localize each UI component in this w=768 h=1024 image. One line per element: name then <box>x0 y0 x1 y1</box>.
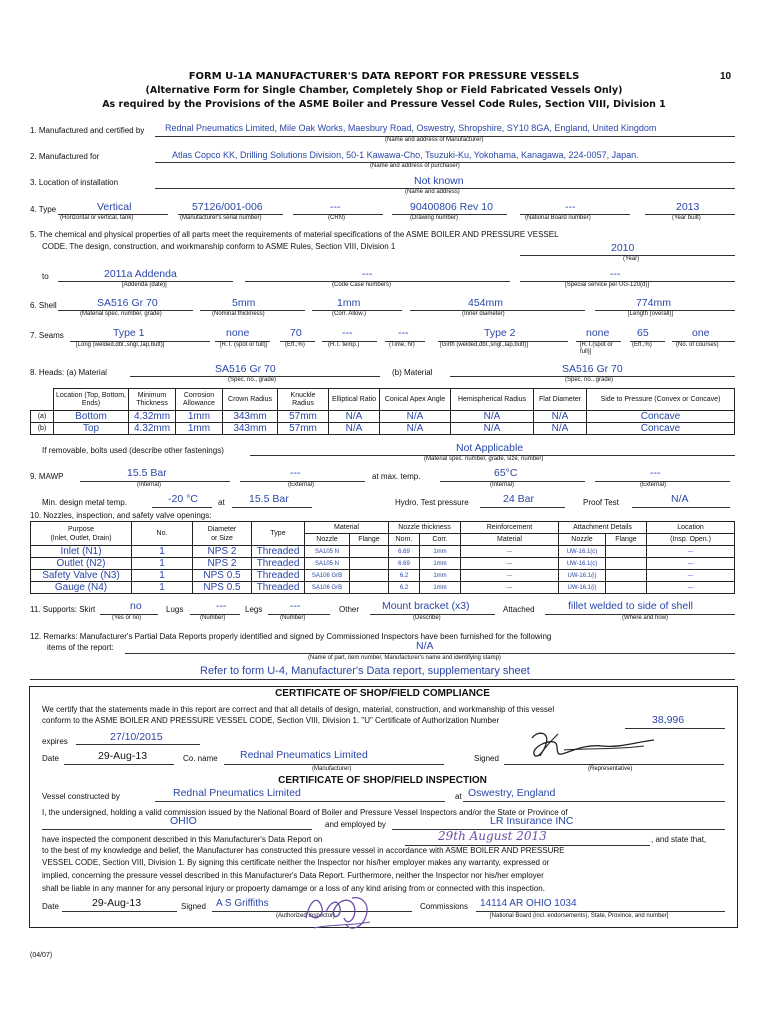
nozzle-cell <box>606 582 647 594</box>
nozzle-cell: Threaded <box>252 582 305 594</box>
cert1-caption-mfr: (Manufacturer) <box>312 766 352 772</box>
nozzle-cell: SA105 N <box>305 558 350 570</box>
nozzle-cell: --- <box>647 582 735 594</box>
nozzle-header-diameter-2: or Size <box>211 534 233 542</box>
heads-row-label: (a) <box>31 411 54 423</box>
table-row <box>31 570 735 582</box>
heads-header-elliptical: Elliptical Ratio <box>329 389 380 411</box>
nozzle-cell <box>606 570 647 582</box>
table-row <box>31 558 735 570</box>
l3-caption: (Name and address) <box>405 189 460 195</box>
mdmt-label: Min. design metal temp. <box>42 498 127 507</box>
heads-header-flat: Flat Diameter <box>534 389 587 411</box>
l4-caption-crn: (CRN) <box>328 215 345 221</box>
remarks-value: N/A <box>416 640 434 652</box>
cert2-text1: I, the undersigned, holding a valid commission issued by the National Board of Boiler and Pressure Vessel Inspectors and/or the State or Province of <box>42 808 568 817</box>
l12-text1: 12. Remarks: Manufacturer's Partial Data Reports properly identified and signed by Commissioned Inspectors have been furnished for the following <box>30 632 552 641</box>
nozzle-cell: 1 <box>132 546 193 558</box>
nozzle-cell: 1 <box>132 570 193 582</box>
heads-cell: Concave <box>587 423 735 435</box>
heads-header-conical: Conical Apex Angle <box>380 389 451 411</box>
shell-length-value: 774mm <box>636 297 672 309</box>
shell-material-value: SA516 Gr 70 <box>97 297 158 309</box>
cert1-text1: We certify that the statements made in this report are correct and that all details of design, material, construction, and workmanship of this vessel <box>42 705 555 714</box>
cert1-date-label: Date <box>42 754 59 763</box>
heads-header-crown: Crown Radius <box>223 389 278 411</box>
heads-header-side: Side to Pressure (Convex or Concave) <box>587 389 735 411</box>
nozzle-cell: NPS 0.5 <box>193 582 252 594</box>
nozzle-cell: 6.2 <box>389 582 420 594</box>
nozzle-header-location-2: (Insp. Open.) <box>647 534 735 546</box>
l7-caption-long: [Long (welded,dbl.,sngl.,lap,butt)] <box>76 342 165 348</box>
l5-caption-addenda: [Addenda (date)] <box>122 282 167 288</box>
nozzle-cell: UW-16.1(c) <box>559 546 606 558</box>
nozzle-cell <box>350 570 389 582</box>
heads-cell: 343mm <box>223 411 278 423</box>
heads-header-thickness: Minimum Thickness <box>129 389 176 411</box>
attached-value: fillet welded to side of shell <box>568 600 693 612</box>
heads-cell: N/A <box>451 411 534 423</box>
l11-caption-lugs: (Number) <box>200 615 226 621</box>
page-number: 10 <box>720 71 732 82</box>
form-subtitle: (Alternative Form for Single Chamber, Completely Shop or Field Fabricated Vessels Only) <box>145 85 623 96</box>
addenda-value: 2011a Addenda <box>104 268 177 280</box>
nozzle-header-att-nozzle: Nozzle <box>559 534 606 546</box>
location-value: Not known <box>414 175 464 187</box>
heads-cell: N/A <box>380 423 451 435</box>
nozzle-header-reinforcement: Reinforcement <box>461 522 559 534</box>
state-value: OHIO <box>170 815 197 827</box>
nozzle-cell: Gauge (N4) <box>31 582 132 594</box>
nozzle-cell <box>350 546 389 558</box>
head-a-material-value: SA516 Gr 70 <box>215 363 276 375</box>
nozzle-header-purpose: Purpose <box>67 525 95 533</box>
hydro-label: Hydro. Test pressure <box>395 498 469 507</box>
remarks-reference: Refer to form U-4, Manufacturer's Data report, supplementary sheet <box>200 665 530 677</box>
heads-cell: Concave <box>587 411 735 423</box>
heads-cell: 1mm <box>176 411 223 423</box>
nozzle-cell: --- <box>647 558 735 570</box>
rt-value: none <box>226 327 250 339</box>
l9-caption-ext2: (External) <box>640 482 667 488</box>
mawp-ext-value: --- <box>290 467 301 479</box>
special-service-value: --- <box>610 268 621 280</box>
l6-caption-thickness: (Nominal thickness) <box>212 311 265 317</box>
heads-cell: 343mm <box>223 423 278 435</box>
l4-caption-type: (Horizontal or vertical, tank) <box>60 215 134 221</box>
heads-header-knuckle: Knuckle Radius <box>278 389 329 411</box>
proof-value: N/A <box>671 493 689 505</box>
form-code: (04/07) <box>30 952 53 959</box>
l4-caption-drawing: (Drawing number) <box>410 215 459 221</box>
l6-caption-diameter: (Inner diameter) <box>462 311 505 317</box>
l8-caption-spec-a: (Spec. no., grade) <box>228 377 277 383</box>
l11-caption-other: (Describe) <box>413 615 441 621</box>
expires-value: 27/10/2015 <box>110 731 163 743</box>
nozzle-cell: --- <box>647 546 735 558</box>
l7-caption-time: (Time, hr) <box>389 342 415 348</box>
l2-caption: (Name and address of purchaser) <box>370 163 460 169</box>
l8-label: 8. Heads: (a) Material <box>30 368 107 377</box>
lugs-value: --- <box>216 600 227 612</box>
crn-value: --- <box>330 201 341 213</box>
nozzle-cell <box>350 582 389 594</box>
l11-caption-legs: (Number) <box>280 615 306 621</box>
long-seam-value: Type 1 <box>113 327 145 339</box>
nozzle-cell: 6.69 <box>389 546 420 558</box>
nozzle-header-attachment: Attachment Details <box>559 522 647 534</box>
nozzle-cell: 1 <box>132 582 193 594</box>
l6-caption-length: [Length (overall)] <box>628 311 674 317</box>
nozzle-header-type: Type <box>252 522 305 546</box>
l5-to: to <box>42 272 49 281</box>
constructed-value: Rednal Pneumatics Limited <box>173 787 301 799</box>
inspection-date-value: 29th August 2013 <box>438 829 547 843</box>
l7-caption-courses: (No. of courses) <box>676 342 719 348</box>
nozzle-cell: NPS 2 <box>193 546 252 558</box>
nozzle-header-att-flange: Flange <box>606 534 647 546</box>
l9-caption-ext: (External) <box>288 482 315 488</box>
l9-label: 9. MAWP <box>30 472 64 481</box>
l10-label: 10. Nozzles, inspection, and safety valve openings: <box>30 511 212 520</box>
hydro-value: 24 Bar <box>503 493 534 505</box>
nozzle-header-mat-nozzle: Nozzle <box>305 534 350 546</box>
expires-label: expires <box>42 737 68 746</box>
l11-caption-skirt: (Yes or no) <box>112 615 142 621</box>
l4-label: 4. Type <box>30 205 57 214</box>
time-value: --- <box>398 327 409 339</box>
employed-label: and employed by <box>325 820 386 829</box>
cert-inspection-title: CERTIFICATE OF SHOP/FIELD INSPECTION <box>278 775 487 786</box>
shell-corr-value: 1mm <box>337 297 361 309</box>
other-value: Mount bracket (x3) <box>382 600 470 612</box>
nozzle-header-thickness: Nozzle thickness <box>389 522 461 534</box>
nozzle-header-mat-flange: Flange <box>350 534 389 546</box>
nozzle-cell <box>350 558 389 570</box>
table-row <box>31 546 735 558</box>
l6-caption-corr: (Corr. Allow.) <box>332 311 367 317</box>
l7-caption-rt2: [R.T.(spot or full)] <box>580 342 613 355</box>
other-label: Other <box>339 605 360 614</box>
nozzle-cell: Safety Valve (N3) <box>31 570 132 582</box>
heads-cell: N/A <box>329 411 380 423</box>
heads-cell: 57mm <box>278 411 329 423</box>
commissions-label: Commissions <box>420 902 469 911</box>
skirt-value: no <box>130 600 142 612</box>
nozzle-header-location: Location <box>647 522 735 534</box>
nozzle-cell: 6.69 <box>389 558 420 570</box>
constructed-label: Vessel constructed by <box>42 792 120 801</box>
l7-caption-eff2: (Eff.,%) <box>632 342 652 348</box>
cert1-caption-rep: (Representative) <box>588 766 633 772</box>
heads-header-hemispherical: Hemispherical Radius <box>451 389 534 411</box>
legs-label: Legs <box>245 605 263 614</box>
table-row <box>31 411 735 423</box>
l1-label: 1. Manufactured and certified by <box>30 126 145 135</box>
cert-compliance-title: CERTIFICATE OF SHOP/FIELD COMPLIANCE <box>275 688 490 699</box>
max-temp-value: 65°C <box>494 467 518 479</box>
cert1-date-value: 29-Aug-13 <box>98 750 148 762</box>
heads-cell: 4.32mm <box>129 423 176 435</box>
nozzles-table <box>30 521 735 594</box>
commissions-value: 14114 AR OHIO 1034 <box>480 898 577 909</box>
cert2-caption-nb: [National Board (incl. endorsements), State, Province, and number] <box>490 913 669 919</box>
nozzle-cell: 6.2 <box>389 570 420 582</box>
nozzle-cell: NPS 0.5 <box>193 570 252 582</box>
l7-caption-eff: (Eff.,%) <box>285 342 305 348</box>
cert1-text2: conform to the ASME BOILER AND PRESSURE VESSEL CODE, Section VIII, Division 1. "U" Certificate of Authorization Number <box>42 716 500 725</box>
nozzle-header-material: Material <box>305 522 389 534</box>
type-value: Vertical <box>97 201 132 213</box>
rt2-value: none <box>586 327 610 339</box>
shell-thickness-value: 5mm <box>232 297 256 309</box>
l12-caption: (Name of part, item number, Manufacturer's name and identifying stamp) <box>308 655 501 661</box>
mawp-value: 15.5 Bar <box>127 467 167 479</box>
code-case-value: --- <box>362 268 373 280</box>
l8-caption-spec-b: (Spec. no., grade) <box>565 377 614 383</box>
l7-label: 7. Seams <box>30 331 64 340</box>
heads-header-corrosion: Corrosion Allowance <box>176 389 223 411</box>
nozzle-cell: SA106 GrB <box>305 582 350 594</box>
l5-text1: 5. The chemical and physical properties of all parts meet the requirements of material specifications of the ASME BOILER AND PRESSURE VESSEL <box>30 230 559 239</box>
heads-cell: 1mm <box>176 423 223 435</box>
mdmt-value: -20 °C <box>168 493 198 505</box>
purchaser-value: Atlas Copco KK, Drilling Solutions Division, 50-1 Kawawa-Cho, Tsuzuki-Ku, Yokohama, Kanagawa, 224-0057, Japan. <box>172 150 639 160</box>
l7-caption-rt: [R.T. (spot or full)] <box>220 342 268 348</box>
nozzle-cell <box>606 558 647 570</box>
co-name-label: Co. name <box>183 754 218 763</box>
cert2-at-label: at <box>455 792 462 801</box>
l6-caption-material: (Material spec. number, grade) <box>80 311 162 317</box>
l1-caption: (Name and address of Manufacturer) <box>385 137 484 143</box>
nozzle-header-corr: Corr. <box>420 534 461 546</box>
form-title: FORM U-1A MANUFACTURER'S DATA REPORT FOR PRESSURE VESSELS <box>188 71 580 82</box>
legs-value: --- <box>290 600 301 612</box>
head-b-material-value: SA516 Gr 70 <box>562 363 623 375</box>
manufacturer-value: Rednal Pneumatics Limited, Mile Oak Works, Maesbury Road, Oswestry, Shropshire, SY10 8GA, England, United Kingdom <box>165 123 657 133</box>
nozzle-cell: 1mm <box>420 570 461 582</box>
heads-cell: N/A <box>451 423 534 435</box>
heads-cell: Bottom <box>54 411 129 423</box>
max-temp-ext-value: --- <box>650 467 661 479</box>
drawing-value: 90400806 Rev 10 <box>410 201 493 213</box>
cert2-text4: VESSEL CODE, Section VIII, Division 1. By signing this certificate neither the Inspector nor his/her employer makes any warranty, expressed or <box>42 858 550 867</box>
form-subtitle-2: As required by the Provisions of the ASME Boiler and Pressure Vessel Code Rules, Section VIII, Division 1 <box>102 99 666 110</box>
nozzle-cell: --- <box>461 582 559 594</box>
cert2-text3: to the best of my knowledge and belief, the Manufacturer has constructed this pressure vessel in accordance with ASME BOILER AND PRESSURE <box>42 846 565 855</box>
l7-caption-girth: [Girth (welded,dbl.,sngl.,lap,butt)] <box>440 342 529 348</box>
nozzle-header-diameter: Diameter <box>207 525 237 533</box>
girth-seam-value: Type 2 <box>484 327 516 339</box>
employer-value: LR Insurance INC <box>490 815 574 827</box>
proof-label: Proof Test <box>583 498 619 507</box>
nozzle-cell: Threaded <box>252 570 305 582</box>
heads-cell: 4.32mm <box>129 411 176 423</box>
nozzle-cell: --- <box>461 558 559 570</box>
serial-value: 57126/001-006 <box>192 201 263 213</box>
cert2-caption-inspector: (Authorized Inspector) <box>276 913 336 919</box>
bolts-value: Not Applicable <box>456 442 524 454</box>
attached-label: Attached <box>503 605 535 614</box>
shell-diameter-value: 454mm <box>468 297 504 309</box>
code-year-value: 2010 <box>611 242 635 254</box>
nozzle-cell: 1 <box>132 558 193 570</box>
co-name-value: Rednal Pneumatics Limited <box>240 749 368 761</box>
cert2-text2: have inspected the component described in this Manufacturer's Data Report on <box>42 835 323 844</box>
at-temp-label: at max. temp. <box>372 472 421 481</box>
courses-value: one <box>692 327 710 339</box>
cert2-date-label: Date <box>42 902 59 911</box>
nozzle-cell: UW-16.1(c) <box>559 558 606 570</box>
nozzle-cell: --- <box>461 570 559 582</box>
l5-text2: CODE. The design, construction, and workmanship conform to ASME Rules, Section VIII, Division 1 <box>42 242 396 251</box>
l5-caption-special: [Special service per UG-120(d)] <box>565 282 650 288</box>
l11-caption-attached: (Where and how) <box>622 615 669 621</box>
heads-table <box>30 388 735 435</box>
nozzle-header-reinforcement-2: Material <box>461 534 559 546</box>
table-row <box>31 582 735 594</box>
nozzle-cell: UW-16.1(i) <box>559 570 606 582</box>
ht-value: --- <box>342 327 353 339</box>
cert2-date-value: 29-Aug-13 <box>92 897 142 909</box>
nozzle-cell: 1mm <box>420 546 461 558</box>
heads-cell: Top <box>54 423 129 435</box>
inspector-name-value: A S Griffiths <box>216 898 269 909</box>
l7-caption-ht: (H.T. temp.) <box>328 342 360 348</box>
nozzle-cell: Threaded <box>252 546 305 558</box>
bolts-caption: (Material spec. number, grade, size, number) <box>424 456 544 462</box>
nozzle-cell: 1mm <box>420 558 461 570</box>
heads-row-label: (b) <box>31 423 54 435</box>
nozzle-cell <box>606 546 647 558</box>
mdmt-pressure-value: 15.5 Bar <box>249 493 289 505</box>
l5-caption-year: (Year) <box>623 256 640 262</box>
eff2-value: 65 <box>637 327 649 339</box>
l3-label: 3. Location of installation <box>30 178 119 187</box>
cert2-at-value: Oswestry, England <box>468 787 556 799</box>
auth-number-value: 38,996 <box>652 714 685 726</box>
l2-label: 2. Manufactured for <box>30 152 100 161</box>
manufacturer-signature-icon <box>524 726 664 766</box>
bolts-label: If removable, bolts used (describe other fastenings) <box>42 446 224 455</box>
nozzle-cell: Inlet (N1) <box>31 546 132 558</box>
lugs-label: Lugs <box>166 605 184 614</box>
l8-b-label: (b) Material <box>392 368 433 377</box>
l9-caption-int2: (Internal) <box>490 482 515 488</box>
heads-header-location: Location (Top, Bottom, Ends) <box>54 389 129 411</box>
nozzle-cell: NPS 2 <box>193 558 252 570</box>
l4-caption-year: (Year built) <box>672 215 701 221</box>
year-value: 2013 <box>676 201 700 213</box>
l5-caption-code-case: (Code Case numbers) <box>332 282 392 288</box>
cert1-signed-label: Signed <box>474 754 499 763</box>
eff-value: 70 <box>290 327 302 339</box>
l12-text2: items of the report: <box>47 643 114 652</box>
nozzle-cell: UW-16.1(i) <box>559 582 606 594</box>
heads-cell: N/A <box>534 411 587 423</box>
nozzle-header-no: No. <box>132 522 193 546</box>
nb-value: --- <box>565 201 576 213</box>
nozzle-cell: --- <box>461 546 559 558</box>
heads-cell: N/A <box>380 411 451 423</box>
nozzle-cell: --- <box>647 570 735 582</box>
nozzle-cell: SA105 N <box>305 546 350 558</box>
nozzle-cell: 1mm <box>420 582 461 594</box>
cert2-text5: implied, concerning the pressure vessel described in this Manufacturer's Data Report. Furthermore, neither the Inspector nor his/her employer <box>42 871 544 880</box>
nozzle-cell: SA106 GrB <box>305 570 350 582</box>
nozzle-header-nom: Nom. <box>389 534 420 546</box>
table-row <box>31 423 735 435</box>
cert2-signed-label: Signed <box>181 902 206 911</box>
nozzle-cell: Threaded <box>252 558 305 570</box>
mdmt-at: at <box>218 498 225 507</box>
l11-label: 11. Supports: Skirt <box>30 605 96 614</box>
cert2-text6: shall be liable in any manner for any personal injury or propoerty damamge or a loss of any kind arising from or connected with this inspection. <box>42 884 545 893</box>
nozzle-cell: Outlet (N2) <box>31 558 132 570</box>
inspector-signature-icon <box>300 888 380 936</box>
l4-caption-nb: (National Board number) <box>525 215 591 221</box>
l4-caption-serial: (Manufacturer's serial number) <box>180 215 262 221</box>
heads-cell: N/A <box>329 423 380 435</box>
l6-label: 6. Shell <box>30 301 57 310</box>
l9-caption-int: (Internal) <box>137 482 162 488</box>
heads-cell: N/A <box>534 423 587 435</box>
nozzle-header-purpose-2: (Inlet, Outlet, Drain) <box>50 534 112 542</box>
heads-cell: 57mm <box>278 423 329 435</box>
cert2-text2b: , and state that, <box>651 835 707 844</box>
